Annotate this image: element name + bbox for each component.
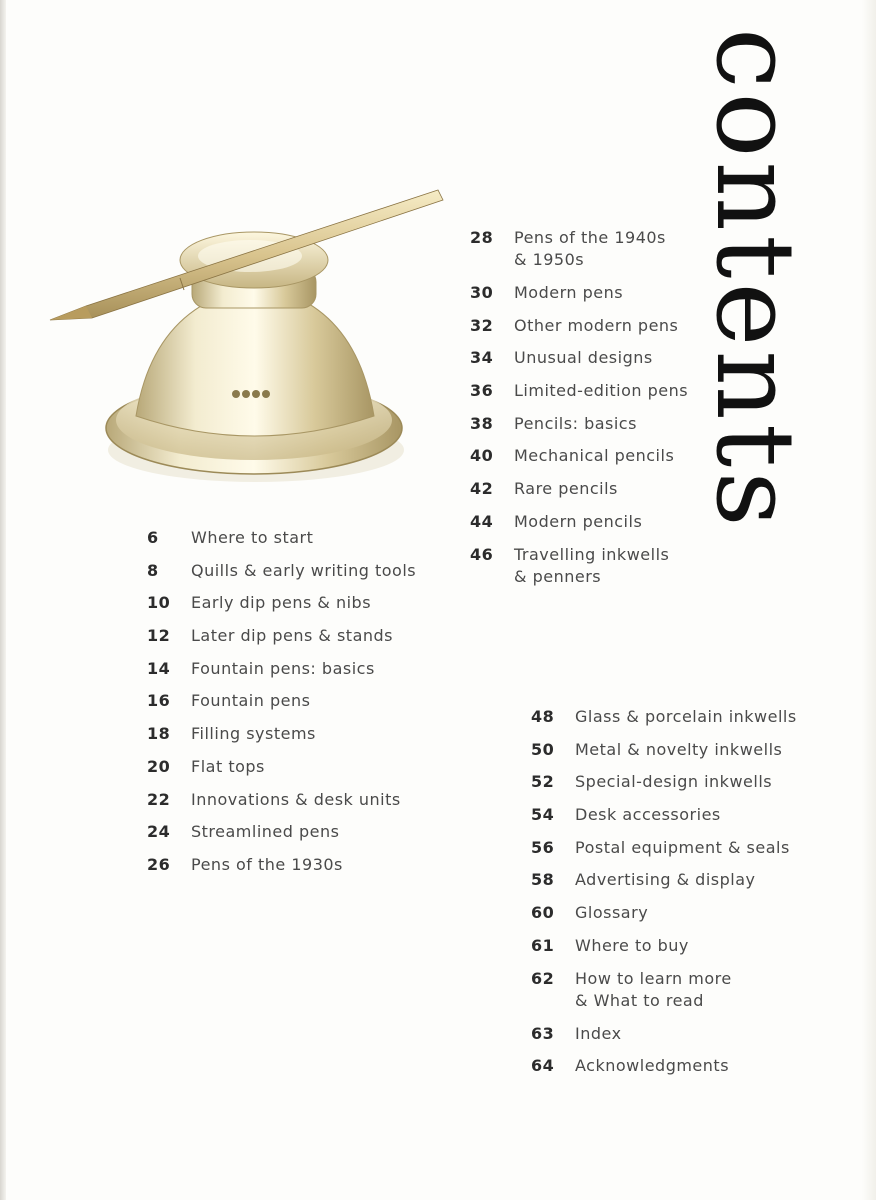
- toc-entry-title: Pens of the 1940s & 1950s: [514, 228, 666, 269]
- toc-entry[interactable]: [531, 1023, 797, 1056]
- toc-page-number: 64: [531, 1056, 555, 1076]
- toc-page-number: 38: [470, 413, 494, 433]
- toc-entry[interactable]: [470, 347, 688, 380]
- toc-page-number: 56: [531, 837, 555, 857]
- toc-entry-title: Later dip pens & stands: [191, 626, 394, 646]
- toc-entry-title: Modern pens: [514, 283, 624, 302]
- toc-entry[interactable]: [470, 380, 688, 413]
- toc-entry-title: Advertising & display: [575, 870, 756, 890]
- toc-entry[interactable]: [147, 560, 416, 593]
- toc-page-number: 42: [470, 479, 494, 499]
- toc-page-number: 44: [470, 511, 494, 531]
- toc-page-number: 8: [147, 560, 159, 580]
- toc-entry-title: Early dip pens & nibs: [191, 593, 372, 613]
- toc-entry-title: Pencils: basics: [514, 413, 637, 433]
- toc-page-number: 46: [470, 544, 494, 564]
- toc-entry-title: Mechanical pencils: [514, 446, 675, 466]
- toc-entry-title: Unusual designs: [514, 348, 653, 368]
- toc-page-number: 26: [147, 854, 171, 874]
- toc-entry[interactable]: [531, 935, 797, 968]
- toc-page-number: 14: [147, 658, 171, 678]
- toc-entry[interactable]: [147, 723, 416, 756]
- toc-page-number: 32: [470, 315, 494, 335]
- toc-entry[interactable]: [470, 478, 688, 511]
- toc-entry-title: Pens of the 1930s: [191, 854, 343, 874]
- toc-entry[interactable]: [531, 837, 797, 870]
- toc-entry[interactable]: [147, 821, 416, 854]
- toc-page-number: 36: [470, 381, 494, 401]
- toc-page-number: 16: [147, 691, 171, 711]
- toc-entry[interactable]: [147, 789, 416, 822]
- toc-page-number: 58: [531, 870, 555, 890]
- toc-page-number: 28: [470, 228, 494, 247]
- toc-entry[interactable]: [470, 282, 688, 315]
- toc-entry[interactable]: [147, 592, 416, 625]
- toc-entry[interactable]: [470, 315, 688, 348]
- toc-entry-title: Desk accessories: [575, 805, 721, 825]
- toc-entry-title: Other modern pens: [514, 315, 679, 335]
- toc-entry[interactable]: [147, 690, 416, 723]
- toc-page-number: 52: [531, 772, 555, 792]
- toc-entry[interactable]: [470, 227, 688, 282]
- toc-page-number: 62: [531, 968, 555, 988]
- toc-entry[interactable]: [147, 527, 416, 560]
- toc-entry[interactable]: [470, 413, 688, 446]
- toc-entry[interactable]: [147, 756, 416, 789]
- toc-entry-title: Metal & novelty inkwells: [575, 739, 783, 759]
- toc-entry-title: Rare pencils: [514, 479, 618, 499]
- toc-entry-title: Limited-edition pens: [514, 381, 689, 401]
- toc-entry[interactable]: [531, 739, 797, 772]
- toc-entry[interactable]: [531, 771, 797, 804]
- inkwell-pen-illustration: [40, 180, 460, 500]
- toc-page-number: 6: [147, 528, 159, 547]
- toc-entry-title: Modern pencils: [514, 511, 643, 531]
- toc-page-number: 63: [531, 1023, 555, 1043]
- toc-page-number: 54: [531, 805, 555, 825]
- toc-column-1: [147, 527, 416, 887]
- toc-entry-title: Postal equipment & seals: [575, 837, 790, 857]
- toc-page-number: 18: [147, 724, 171, 744]
- toc-entry-title: Travelling inkwells & penners: [514, 544, 670, 586]
- toc-entry-title: Glass & porcelain inkwells: [575, 707, 797, 726]
- toc-page-number: 61: [531, 935, 555, 955]
- contents-heading: contents: [692, 28, 817, 531]
- toc-entry-title: Filling systems: [191, 724, 316, 744]
- toc-page-number: 30: [470, 283, 494, 302]
- toc-entry-title: Where to buy: [575, 935, 689, 955]
- toc-entry-title: Fountain pens: [191, 691, 311, 711]
- page-binding-edge: [0, 0, 6, 1200]
- toc-entry[interactable]: [470, 511, 688, 544]
- toc-entry[interactable]: [531, 804, 797, 837]
- toc-entry-title: Glossary: [575, 903, 649, 923]
- toc-entry-title: Index: [575, 1023, 622, 1043]
- toc-entry[interactable]: [531, 869, 797, 902]
- toc-entry-title: Where to start: [191, 528, 314, 547]
- toc-entry-title: Special-design inkwells: [575, 772, 773, 792]
- toc-column-2: [470, 227, 688, 599]
- toc-page-number: 34: [470, 348, 494, 368]
- toc-page-number: 10: [147, 593, 171, 613]
- toc-page-number: 48: [531, 707, 555, 726]
- toc-entry[interactable]: [531, 1055, 797, 1088]
- toc-entry[interactable]: [470, 445, 688, 478]
- toc-entry[interactable]: [147, 658, 416, 691]
- toc-page-number: 24: [147, 822, 171, 842]
- toc-page-number: 22: [147, 789, 171, 809]
- toc-entry[interactable]: [147, 854, 416, 887]
- toc-entry-title: Innovations & desk units: [191, 789, 401, 809]
- toc-page-number: 12: [147, 626, 171, 646]
- toc-page-number: 20: [147, 756, 171, 776]
- toc-entry-title: Streamlined pens: [191, 822, 340, 842]
- toc-entry[interactable]: [531, 968, 797, 1023]
- toc-page-number: 50: [531, 739, 555, 759]
- toc-entry[interactable]: [470, 544, 688, 599]
- toc-entry-title: Acknowledgments: [575, 1056, 730, 1076]
- toc-entry-title: Fountain pens: basics: [191, 658, 375, 678]
- toc-entry-title: How to learn more & What to read: [575, 968, 732, 1010]
- toc-entry[interactable]: [531, 706, 797, 739]
- toc-column-3: [531, 706, 797, 1088]
- toc-page-number: 40: [470, 446, 494, 466]
- toc-entry-title: Quills & early writing tools: [191, 560, 417, 580]
- toc-entry-title: Flat tops: [191, 756, 265, 776]
- toc-page-number: 60: [531, 903, 555, 923]
- toc-entry[interactable]: [147, 625, 416, 658]
- page-right-edge: [862, 0, 876, 1200]
- toc-entry[interactable]: [531, 902, 797, 935]
